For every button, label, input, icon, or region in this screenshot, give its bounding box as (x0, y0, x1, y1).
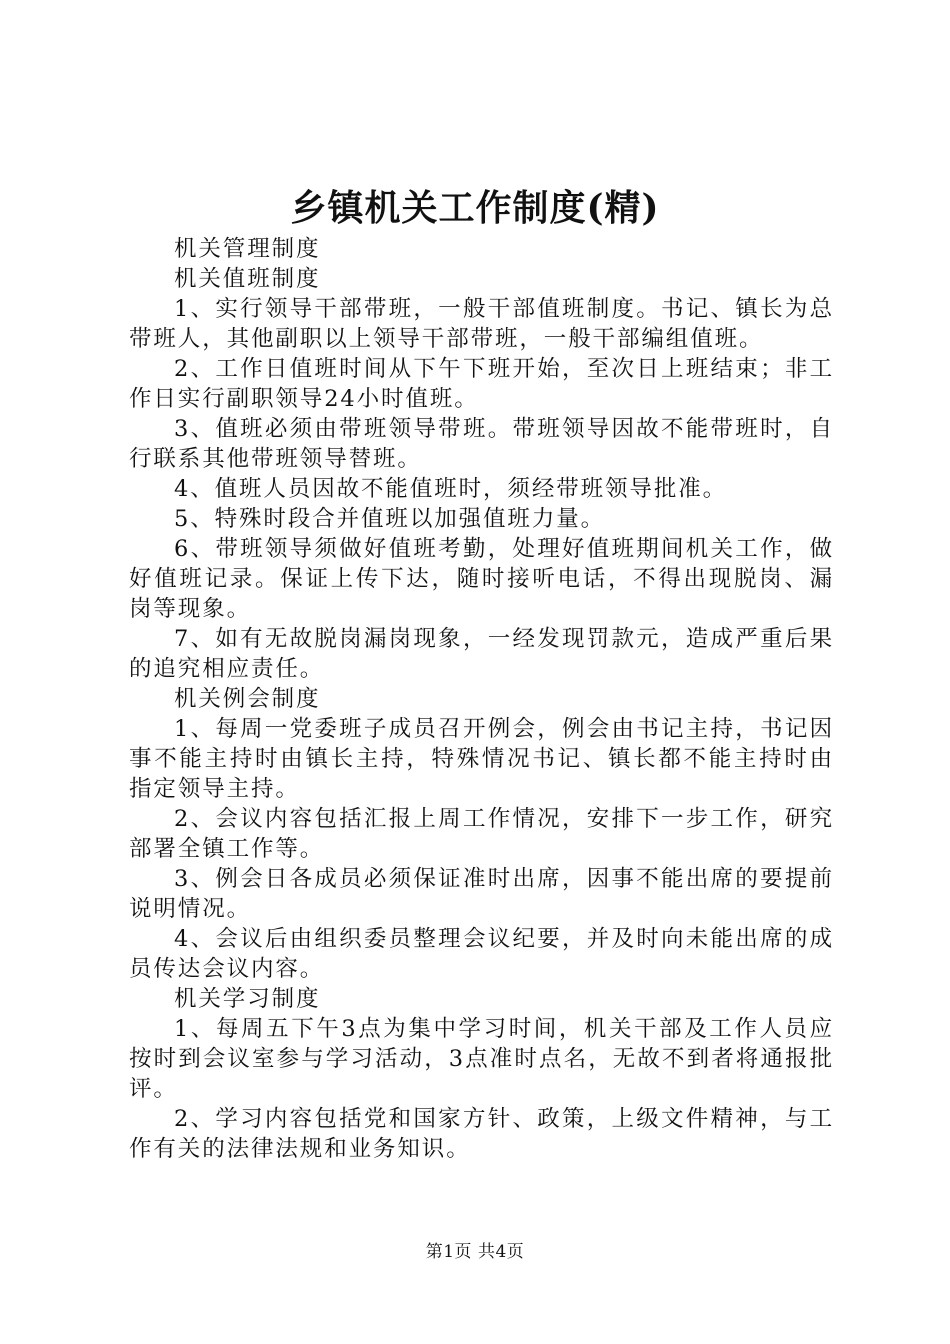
paragraph: 1、每周一党委班子成员召开例会，例会由书记主持，书记因事不能主持时由镇长主持，特殊情况书记、镇长都不能主持时由指定领导主持。 (129, 716, 834, 802)
paragraph: 5、特殊时段合并值班以加强值班力量。 (174, 506, 606, 532)
paragraph: 3、例会日各成员必须保证准时出席，因事不能出席的要提前说明情况。 (129, 866, 834, 922)
paragraph-section-heading: 机关学习制度 (174, 986, 321, 1012)
paragraph: 2、会议内容包括汇报上周工作情况，安排下一步工作，研究部署全镇工作等。 (129, 806, 834, 862)
paragraph-section-heading: 机关例会制度 (174, 686, 321, 712)
document-title: 乡镇机关工作制度(精) (290, 187, 660, 229)
paragraph-section-heading: 机关管理制度 (174, 236, 321, 262)
paragraph: 3、值班必须由带班领导带班。带班领导因故不能带班时，自行联系其他带班领导替班。 (129, 416, 834, 472)
paragraph: 1、每周五下午3点为集中学习时间，机关干部及工作人员应按时到会议室参与学习活动，3点准时点名，无故不到者将通报批评。 (129, 1016, 834, 1102)
paragraph: 6、带班领导须做好值班考勤，处理好值班期间机关工作，做好值班记录。保证上传下达，随时接听电话，不得出现脱岗、漏岗等现象。 (129, 536, 834, 622)
page-number-footer: 第1页 共4页 (425, 1242, 525, 1262)
document-body (129, 234, 834, 1164)
paragraph: 2、工作日值班时间从下午下班开始，至次日上班结束；非工作日实行副职领导24小时值班。 (129, 356, 834, 412)
paragraph: 7、如有无故脱岗漏岗现象，一经发现罚款元，造成严重后果的追究相应责任。 (129, 626, 834, 682)
paragraph-section-heading: 机关值班制度 (174, 266, 321, 292)
paragraph: 1、实行领导干部带班，一般干部值班制度。书记、镇长为总带班人，其他副职以上领导干部带班，一般干部编组值班。 (129, 296, 834, 352)
paragraph: 4、值班人员因故不能值班时，须经带班领导批准。 (174, 476, 728, 502)
paragraph: 4、会议后由组织委员整理会议纪要，并及时向未能出席的成员传达会议内容。 (129, 926, 834, 982)
paragraph: 2、学习内容包括党和国家方针、政策，上级文件精神，与工作有关的法律法规和业务知识。 (129, 1106, 834, 1162)
